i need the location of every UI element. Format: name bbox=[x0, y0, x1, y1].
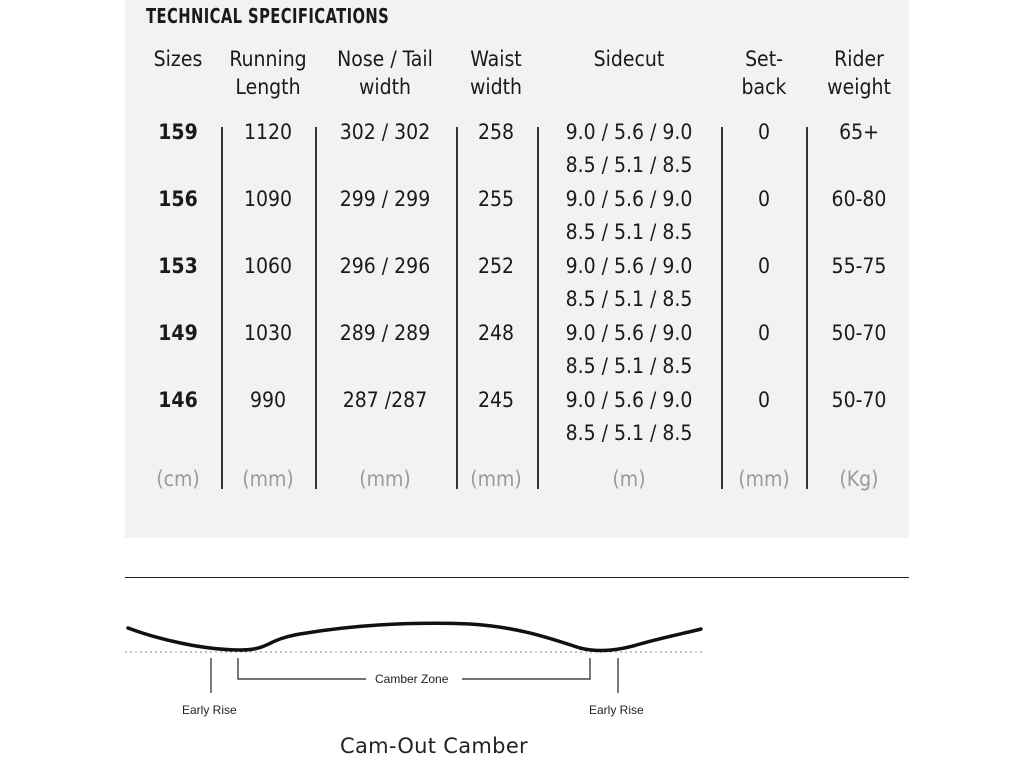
unit-label: (m) bbox=[612, 467, 646, 491]
table-cell: 0 bbox=[757, 187, 771, 211]
table-cell: 0 bbox=[757, 254, 771, 278]
table-cell: 287 /287 bbox=[342, 388, 428, 412]
column-divider bbox=[456, 127, 458, 489]
column-header-line: back bbox=[741, 75, 787, 99]
camber-zone-bracket-left bbox=[238, 658, 366, 679]
table-cell: 9.0 / 5.6 / 9.0 bbox=[565, 388, 693, 412]
column-divider bbox=[721, 127, 723, 489]
early-rise-left-label: Early Rise bbox=[182, 703, 237, 717]
camber-zone-label: Camber Zone bbox=[375, 672, 449, 686]
spec-column-3 bbox=[451, 0, 541, 520]
column-header-line: Rider bbox=[834, 47, 884, 71]
column-header-line: Sidecut bbox=[593, 47, 665, 71]
column-header-line: Waist bbox=[470, 47, 522, 71]
table-cell: 302 / 302 bbox=[339, 120, 431, 144]
table-cell: 9.0 / 5.6 / 9.0 bbox=[565, 187, 693, 211]
table-cell: 153 bbox=[158, 254, 198, 278]
unit-label: (mm) bbox=[242, 467, 294, 491]
table-cell: 146 bbox=[158, 388, 198, 412]
board-profile-curve bbox=[128, 623, 701, 650]
column-divider bbox=[806, 127, 808, 489]
table-cell: 1090 bbox=[243, 187, 293, 211]
table-cell: 296 / 296 bbox=[339, 254, 431, 278]
spec-title: TECHNICAL SPECIFICATIONS bbox=[146, 4, 390, 28]
table-cell: 60-80 bbox=[831, 187, 887, 211]
table-cell: 1030 bbox=[243, 321, 293, 345]
table-cell: 299 / 299 bbox=[339, 187, 431, 211]
table-cell: 8.5 / 5.1 / 8.5 bbox=[565, 421, 693, 445]
profile-name: Cam-Out Camber bbox=[340, 734, 528, 758]
table-cell: 8.5 / 5.1 / 8.5 bbox=[565, 220, 693, 244]
column-divider bbox=[315, 127, 317, 489]
table-cell: 55-75 bbox=[831, 254, 887, 278]
table-cell: 0 bbox=[757, 388, 771, 412]
table-cell: 245 bbox=[477, 388, 515, 412]
spec-column-0 bbox=[133, 0, 223, 520]
unit-label: (mm) bbox=[359, 467, 411, 491]
column-header-line: weight bbox=[827, 75, 891, 99]
camber-zone-bracket-right bbox=[462, 658, 590, 679]
table-cell: 9.0 / 5.6 / 9.0 bbox=[565, 254, 693, 278]
table-cell: 289 / 289 bbox=[339, 321, 431, 345]
column-header-line: Nose / Tail bbox=[337, 47, 433, 71]
column-header-line: Set- bbox=[745, 47, 783, 71]
column-divider bbox=[221, 127, 223, 489]
spec-column-2 bbox=[310, 0, 460, 520]
table-cell: 9.0 / 5.6 / 9.0 bbox=[565, 321, 693, 345]
table-cell: 65+ bbox=[839, 120, 879, 144]
table-cell: 8.5 / 5.1 / 8.5 bbox=[565, 287, 693, 311]
table-cell: 149 bbox=[158, 321, 198, 345]
table-cell: 8.5 / 5.1 / 8.5 bbox=[565, 153, 693, 177]
table-cell: 255 bbox=[477, 187, 515, 211]
table-cell: 50-70 bbox=[831, 321, 887, 345]
table-cell: 258 bbox=[477, 120, 515, 144]
table-cell: 9.0 / 5.6 / 9.0 bbox=[565, 120, 693, 144]
spec-column-6 bbox=[804, 0, 914, 520]
spec-column-5 bbox=[724, 0, 804, 520]
table-cell: 8.5 / 5.1 / 8.5 bbox=[565, 354, 693, 378]
table-cell: 156 bbox=[158, 187, 198, 211]
column-header-line: width bbox=[358, 75, 412, 99]
early-rise-right-label: Early Rise bbox=[589, 703, 644, 717]
table-cell: 159 bbox=[158, 120, 198, 144]
spec-column-1 bbox=[218, 0, 318, 520]
unit-label: (mm) bbox=[470, 467, 522, 491]
column-divider bbox=[537, 127, 539, 489]
spec-column-4 bbox=[544, 0, 714, 520]
table-cell: 0 bbox=[757, 120, 771, 144]
table-cell: 1060 bbox=[243, 254, 293, 278]
column-header-line: Running bbox=[229, 47, 307, 71]
section-divider bbox=[125, 577, 909, 578]
unit-label: (Kg) bbox=[839, 467, 879, 491]
table-cell: 990 bbox=[249, 388, 287, 412]
table-cell: 0 bbox=[757, 321, 771, 345]
camber-profile-diagram bbox=[0, 600, 1024, 730]
table-cell: 1120 bbox=[243, 120, 293, 144]
table-cell: 50-70 bbox=[831, 388, 887, 412]
table-cell: 252 bbox=[477, 254, 515, 278]
column-header-line: Length bbox=[235, 75, 301, 99]
unit-label: (cm) bbox=[156, 467, 200, 491]
table-cell: 248 bbox=[477, 321, 515, 345]
column-header-line: width bbox=[469, 75, 523, 99]
unit-label: (mm) bbox=[738, 467, 790, 491]
column-header-line: Sizes bbox=[153, 47, 203, 71]
